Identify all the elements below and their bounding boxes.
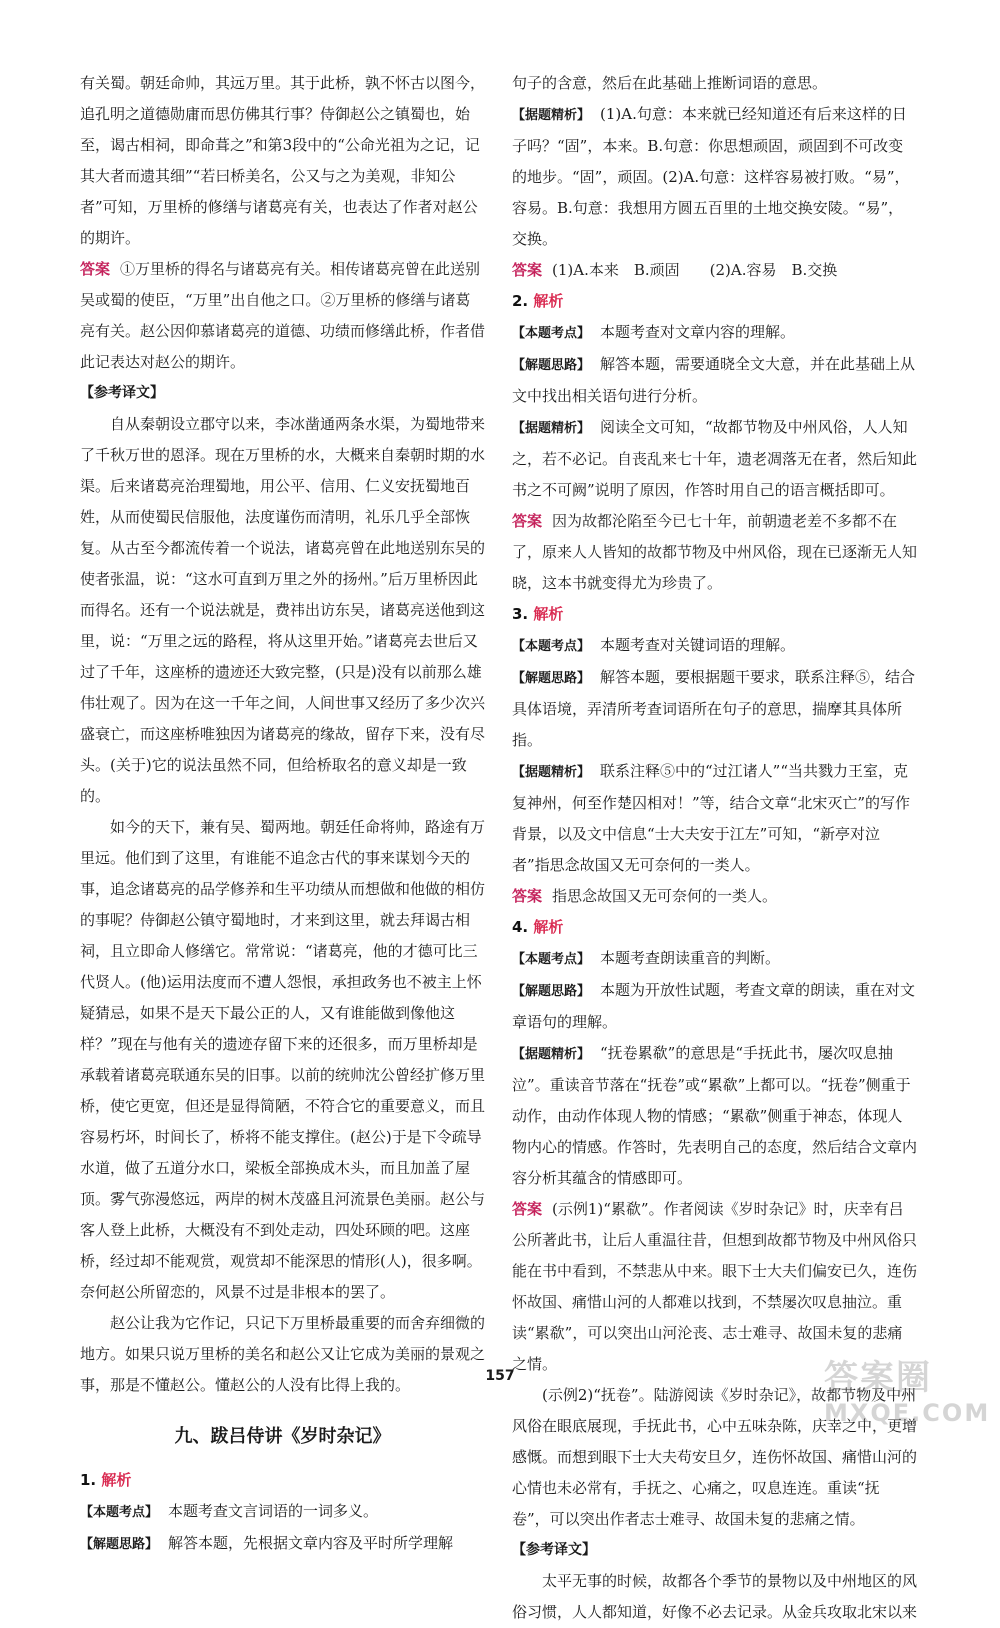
- answer-block: [80, 254, 485, 378]
- analysis-label: 解析: [533, 918, 564, 936]
- translation-paragraph: 太平无事的时候，故都各个季节的景物以及中州地区的风俗习惯，人人都知道，好像不必去记录。从金兵攻取北宋以来: [512, 1572, 918, 1621]
- question-number: 1.: [80, 1471, 97, 1489]
- translation-paragraph-2: 如今的天下，兼有吴、蜀两地。朝廷任命将帅，路途有万里远。他们到了这里，有谁能不追念古代的事来谋划今天的事，追念诸葛亮的品学修养和生平功绩从而想做和他做的相仿的事呢？侍御赵公镇守蜀地时，才来到这里，就去拜谒古相祠，且立即命人修缮它。常常说：“诸葛亮，他的才德可比三代贤人。(他)运用法度而不遭人怨恨，承担政务也不被主上怀疑猜忌，如果不是天下最公正的人，又有谁能做到像他这样？”现在与他有关的遗迹存留下来的还很多，而万里桥却是承载着诸葛亮联通东吴的旧事。以前的统帅沈公曾经扩修万里桥，使它更宽，但还是显得简陋，不符合它的重要意义，而且容易朽坏，时间长了，桥将不能支撑住。(赵公)于是下令疏导水道，做了五道分水口，梁板全部换成木头，而且加盖了屋顶。雾气弥漫悠远，两岸的树木茂盛且河流景色美丽。赵公与客人登上此桥，大概没有不到处走动，四处环顾的吧。这座桥，经过却不能观赏，观赏却不能深思的情形(人)，很多啊。奈何赵公所留恋的，风景不过是非根本的罢了。: [80, 818, 486, 1301]
- jingxi-text: 联系注释⑤中的“过江诸人”“当共戮力王室，克复神州，何至作楚囚相对！”等，结合文章“北宋灭亡”的写作背景，以及文中信息“士大夫安于江左”可知，“新亭对泣者”指思念故国又无可奈何的一类人。: [512, 762, 911, 874]
- answer-text-example-1: (示例1)“累欷”。作者阅读《岁时杂记》时，庆幸有吕公所著此书，让后人重温往昔，但想到故都节物及中州风俗只能在书中看到，不禁悲从中来。眼下士大夫们偏安已久，连伤怀故国、痛惜山河的人都难以找到，不禁屡次叹息抽泣。重读“累欷”，可以突出山河沦丧、志士难寻、故国未复的悲痛之情。: [512, 1200, 918, 1373]
- jingxi-tag: 【据题精析】: [512, 765, 591, 780]
- kaodian-text: 本题考查对文章内容的理解。: [600, 323, 796, 341]
- q3-answer: [512, 881, 917, 912]
- question-2-heading: [512, 286, 917, 317]
- q1-jingxi: [512, 99, 917, 255]
- jingxi-tag: 【据题精析】: [512, 1047, 591, 1062]
- q2-silu: [512, 349, 917, 412]
- analysis-label: 解析: [533, 605, 564, 623]
- q1-continued: 句子的含意，然后在此基础上推断词语的意思。: [512, 74, 828, 92]
- kaodian-text: 本题考查朗读重音的判断。: [600, 949, 781, 967]
- kaodian-tag: 【本题考点】: [512, 952, 591, 967]
- answer-text: (1)A.本来 B.顽固 (2)A.容易 B.交换: [552, 261, 838, 279]
- q4-kaodian: [512, 943, 917, 975]
- answer-label: 答案: [512, 1200, 543, 1218]
- jingxi-text: 阅读全文可知，“故都节物及中州风俗，人人知之，若不必记。自丧乱来七十年，遗老凋落无在者，然后知此书之不可阙”说明了原因，作答时用自己的语言概括即可。: [512, 418, 918, 499]
- q4-silu: [512, 975, 917, 1038]
- reference-translation-heading: 【参考译文】: [512, 1542, 596, 1558]
- q2-jingxi: [512, 412, 917, 506]
- silu-text: 解答本题，先根据文章内容及平时所学理解: [168, 1534, 454, 1552]
- watermark-url: MXQE.COM: [824, 1399, 991, 1427]
- site-watermark: [824, 1350, 994, 1430]
- q1-kaodian: [80, 1496, 485, 1528]
- answer-label: 答案: [512, 887, 543, 905]
- silu-text: 解答本题，需要通晓全文大意，并在此基础上从文中找出相关语句进行分析。: [512, 355, 916, 405]
- kaodian-tag: 【本题考点】: [512, 639, 591, 654]
- kaodian-text: 本题考查对关键词语的理解。: [600, 636, 796, 654]
- continued-paragraph: 有关蜀。朝廷命帅，其远万里。其于此桥，孰不怀古以图今，追孔明之道德勋庸而思仿佛其行事？侍御赵公之镇蜀也，始至，谒古相祠，即命葺之”和第3段中的“公命光祖为之记，记其大者而遗其细”“若曰桥美名，公又与之为美观，非知公者”可知，万里桥的修缮与诸葛亮有关，也表达了作者对赵公的期许。: [80, 74, 486, 247]
- question-4-heading: [512, 912, 917, 943]
- page-number: 157: [485, 1368, 515, 1384]
- question-3-heading: [512, 599, 917, 630]
- analysis-label: 解析: [101, 1471, 132, 1489]
- jingxi-tag: 【据题精析】: [512, 421, 591, 436]
- reference-translation-heading: 【参考译文】: [80, 385, 164, 401]
- answer-text: 指思念故国又无可奈何的一类人。: [552, 887, 778, 905]
- silu-tag: 【解题思路】: [80, 1537, 159, 1552]
- answer-label: 答案: [80, 260, 111, 278]
- analysis-label: 解析: [533, 292, 564, 310]
- section-title: 九、跋吕侍讲《岁时杂记》: [174, 1426, 391, 1447]
- q1-answer: [512, 255, 917, 286]
- silu-tag: 【解题思路】: [512, 358, 591, 373]
- q2-answer: [512, 506, 917, 599]
- answer-text: 因为故都沦陷至今已七十年，前朝遗老差不多都不在了，原来人人皆知的故都节物及中州风俗，现在已逐渐无人知晓，这本书就变得尤为珍贵了。: [512, 512, 918, 592]
- silu-tag: 【解题思路】: [512, 984, 591, 999]
- silu-tag: 【解题思路】: [512, 671, 591, 686]
- q3-silu: [512, 662, 917, 756]
- question-number: 2.: [512, 292, 529, 310]
- answer-label: 答案: [512, 261, 543, 279]
- jingxi-text: (1)A.句意：本来就已经知道还有后来这样的日子吗？“固”，本来。B.句意：你思想顽固，顽固到不可改变的地步。“固”，顽固。(2)A.句意：这样容易被打败。“易”，容易。B.句意：我想用方圆五百里的土地交换安陵。“易”，交换。: [512, 105, 910, 248]
- translation-paragraph-3: 赵公让我为它作记，只记下万里桥最重要的而舍弃细微的地方。如果只说万里桥的美名和赵公又让它成为美丽的景观之事，那是不懂赵公。懂赵公的人没有比得上我的。: [80, 1314, 486, 1394]
- q1-silu: [80, 1528, 485, 1560]
- question-number: 4.: [512, 918, 529, 936]
- translation-paragraph-1: 自从秦朝设立郡守以来，李冰凿通两条水渠，为蜀地带来了千秋万世的恩泽。现在万里桥的水，大概来自秦朝时期的水渠。后来诸葛亮治理蜀地，用公平、信用、仁义安抚蜀地百姓，从而使蜀民信服他，法度谨伤而清明，礼乐几乎全部恢复。从古至今都流传着一个说法，诸葛亮曾在此地送别东吴的使者张温，说：“这水可直到万里之外的扬州。”后万里桥因此而得名。还有一个说法就是，费祎出访东吴，诸葛亮送他到这里，说：“万里之远的路程，将从这里开始。”诸葛亮去世后又过了千年，这座桥的遗迹还大致完整，(只是)没有以前那么雄伟壮观了。因为在这一千年之间，人间世事又经历了多少次兴盛衰亡，而这座桥唯独因为诸葛亮的缘故，留存下来，没有尽头。(关于)它的说法虽然不同，但给桥取名的意义却是一致的。: [80, 415, 486, 805]
- answer-text: ①万里桥的得名与诸葛亮有关。相传诸葛亮曾在此送别吴或蜀的使臣，“万里”出自他之口。②万里桥的修缮与诸葛亮有关。赵公因仰慕诸葛亮的道德、功绩而修缮此桥，作者借此记表达对赵公的期许。: [80, 260, 486, 371]
- q4-jingxi: [512, 1038, 917, 1194]
- kaodian-text: 本题考查文言词语的一词多义。: [168, 1502, 379, 1520]
- jingxi-text: “抚卷累欷”的意思是“手抚此书，屡次叹息抽泣”。重读音节落在“抚卷”或“累欷”上都可以。“抚卷”侧重于动作，由动作体现人物的情感；“累欷”侧重于神态，体现人物内心的情感。作答时，先表明自己的态度，然后结合文章内容分析其蕴含的情感即可。: [512, 1044, 918, 1187]
- kaodian-tag: 【本题考点】: [80, 1505, 159, 1520]
- question-1-heading: [80, 1465, 485, 1496]
- question-number: 3.: [512, 605, 529, 623]
- answer-label: 答案: [512, 512, 543, 530]
- silu-text: 解答本题，要根据题干要求，联系注释⑤，结合具体语境，弄清所考查词语所在句子的意思，揣摩其具体所指。: [512, 668, 916, 749]
- q3-kaodian: [512, 630, 917, 662]
- q2-kaodian: [512, 317, 917, 349]
- q3-jingxi: [512, 756, 917, 881]
- watermark-logo-text: 答案圈: [824, 1358, 932, 1398]
- jingxi-tag: 【据题精析】: [512, 108, 591, 123]
- silu-text: 本题为开放性试题，考查文章的朗读，重在对文章语句的理解。: [512, 981, 916, 1031]
- left-column: [80, 68, 485, 1560]
- q4-answer-example-2: (示例2)“抚卷”。陆游阅读《岁时杂记》，故都节物及中州风俗在眼底展现，手抚此书，心中五味杂陈，庆幸之中，更增感慨。而想到眼下士大夫苟安旦夕，连伤怀故国、痛惜山河的心情也未必常有，手抚之、心痛之，叹息连连。重读“抚卷”，可以突出作者志士难寻、故国未复的悲痛之情。: [512, 1386, 918, 1528]
- kaodian-tag: 【本题考点】: [512, 326, 591, 341]
